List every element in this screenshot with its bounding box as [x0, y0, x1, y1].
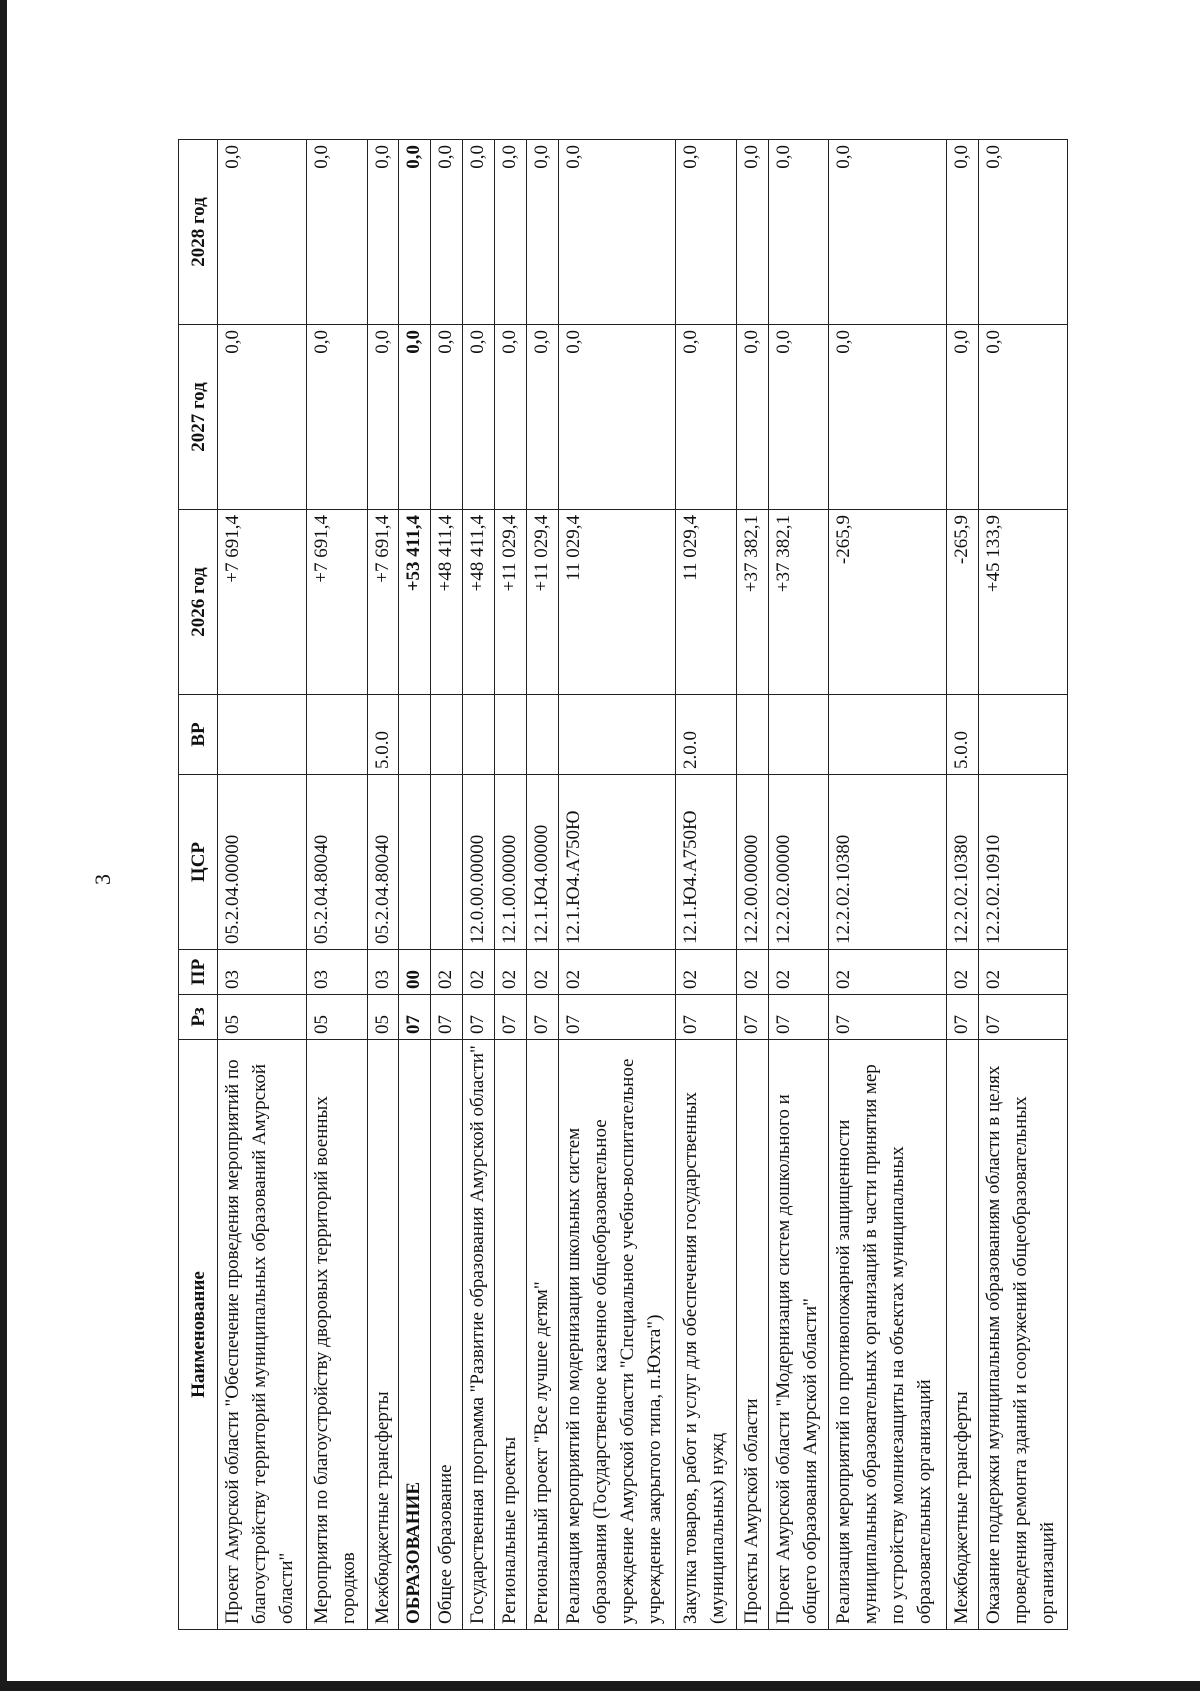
cell-name: Реализация мероприятий по противопожарной защищенности муниципальных образовательных организаций в части принятия мер по устройству молниезащиты на объектах муниципальных образовательных организаций [829, 1040, 947, 1630]
cell-csr: 12.2.02.10910 [978, 775, 1067, 950]
cell-pr: 03 [218, 950, 307, 995]
cell-csr: 12.2.02.00000 [768, 775, 828, 950]
cell-2028: 0,0 [946, 140, 978, 325]
cell-pr: 00 [399, 950, 431, 995]
cell-vr: 5.0.0 [367, 695, 399, 775]
cell-2026: -265,9 [829, 510, 947, 695]
table-row [978, 140, 1067, 1630]
cell-pr: 03 [367, 950, 399, 995]
cell-csr: 05.2.04.00000 [218, 775, 307, 950]
cell-2027: 0,0 [307, 325, 367, 510]
cell-pr: 02 [494, 950, 526, 995]
cell-pr: 02 [558, 950, 676, 995]
cell-vr [463, 695, 495, 775]
header-2026: 2026 год [179, 510, 218, 695]
cell-2028: 0,0 [978, 140, 1067, 325]
table-row [367, 140, 399, 1630]
cell-vr [768, 695, 828, 775]
cell-2028: 0,0 [526, 140, 558, 325]
cell-csr: 12.2.02.10380 [829, 775, 947, 950]
cell-name: Мероприятия по благоустройству дворовых территорий военных городков [307, 1040, 367, 1630]
cell-pr: 02 [431, 950, 463, 995]
cell-rz: 07 [676, 995, 736, 1040]
cell-2028: 0,0 [367, 140, 399, 325]
cell-2027: 0,0 [736, 325, 768, 510]
table-row [431, 140, 463, 1630]
cell-2027: 0,0 [946, 325, 978, 510]
cell-csr: 12.1.Ю4.00000 [526, 775, 558, 950]
table-header-row [179, 140, 218, 1630]
cell-rz: 07 [431, 995, 463, 1040]
cell-csr: 05.2.04.80040 [307, 775, 367, 950]
header-vr: ВР [179, 695, 218, 775]
cell-2028: 0,0 [768, 140, 828, 325]
cell-2026: 11 029,4 [558, 510, 676, 695]
table-row [399, 140, 431, 1630]
cell-vr: 5.0.0 [946, 695, 978, 775]
table-row [494, 140, 526, 1630]
cell-2027: 0,0 [218, 325, 307, 510]
cell-rz: 05 [367, 995, 399, 1040]
cell-rz: 07 [463, 995, 495, 1040]
table-row [676, 140, 736, 1630]
header-pr: ПР [179, 950, 218, 995]
table-row [946, 140, 978, 1630]
cell-csr: 12.2.02.10380 [946, 775, 978, 950]
cell-vr [558, 695, 676, 775]
cell-2026: +11 029,4 [494, 510, 526, 695]
table-row [526, 140, 558, 1630]
cell-2027: 0,0 [494, 325, 526, 510]
cell-name: Региональный проект "Все лучшее детям" [526, 1040, 558, 1630]
cell-name: Проект Амурской области "Модернизация систем дошкольного и общего образования Амурской области" [768, 1040, 828, 1630]
cell-rz: 07 [526, 995, 558, 1040]
cell-pr: 02 [676, 950, 736, 995]
cell-pr: 02 [768, 950, 828, 995]
cell-2026: +48 411,4 [463, 510, 495, 695]
cell-name: Проекты Амурской области [736, 1040, 768, 1630]
cell-2028: 0,0 [558, 140, 676, 325]
cell-name: Оказание поддержки муниципальным образованиям области в целях проведения ремонта зданий и сооружений общеобразовательных организаций [978, 1040, 1067, 1630]
cell-2026: +7 691,4 [367, 510, 399, 695]
cell-csr: 05.2.04.80040 [367, 775, 399, 950]
cell-2028: 0,0 [494, 140, 526, 325]
cell-vr [218, 695, 307, 775]
page-number: 3 [90, 874, 115, 885]
cell-name: Закупка товаров, работ и услуг для обеспечения государственных (муниципальных) нужд [676, 1040, 736, 1630]
cell-pr: 02 [978, 950, 1067, 995]
cell-2028: 0,0 [463, 140, 495, 325]
table-row [829, 140, 947, 1630]
cell-pr: 03 [307, 950, 367, 995]
cell-rz: 07 [768, 995, 828, 1040]
cell-vr [399, 695, 431, 775]
cell-2027: 0,0 [829, 325, 947, 510]
scan-edge-bottom [0, 1681, 1200, 1691]
header-2028: 2028 год [179, 140, 218, 325]
cell-pr: 02 [526, 950, 558, 995]
cell-2026: +7 691,4 [218, 510, 307, 695]
cell-vr [431, 695, 463, 775]
cell-vr [307, 695, 367, 775]
cell-csr: 12.1.Ю4.А750Ю [676, 775, 736, 950]
cell-2026: +37 382,1 [736, 510, 768, 695]
cell-vr [829, 695, 947, 775]
cell-vr [736, 695, 768, 775]
cell-csr [431, 775, 463, 950]
cell-pr: 02 [736, 950, 768, 995]
cell-rz: 07 [736, 995, 768, 1040]
cell-name: Проект Амурской области "Обеспечение проведения мероприятий по благоустройству территорий муниципальных образований Амурской области" [218, 1040, 307, 1630]
cell-rz: 07 [558, 995, 676, 1040]
cell-rz: 07 [946, 995, 978, 1040]
cell-2027: 0,0 [768, 325, 828, 510]
cell-2026: +45 133,9 [978, 510, 1067, 695]
cell-rz: 07 [399, 995, 431, 1040]
cell-2026: +11 029,4 [526, 510, 558, 695]
cell-2026: +48 411,4 [431, 510, 463, 695]
cell-2027: 0,0 [558, 325, 676, 510]
table-row [307, 140, 367, 1630]
cell-rz: 07 [829, 995, 947, 1040]
cell-rz: 07 [494, 995, 526, 1040]
cell-csr: 12.1.Ю4.А750Ю [558, 775, 676, 950]
table-row [218, 140, 307, 1630]
cell-2027: 0,0 [399, 325, 431, 510]
cell-2028: 0,0 [829, 140, 947, 325]
cell-name: Общее образование [431, 1040, 463, 1630]
cell-rz: 05 [218, 995, 307, 1040]
cell-2028: 0,0 [399, 140, 431, 325]
cell-pr: 02 [463, 950, 495, 995]
cell-name: Межбюджетные трансферты [367, 1040, 399, 1630]
cell-csr: 12.1.00.00000 [494, 775, 526, 950]
cell-2027: 0,0 [431, 325, 463, 510]
cell-pr: 02 [829, 950, 947, 995]
cell-2026: +53 411,4 [399, 510, 431, 695]
header-rz: Рз [179, 995, 218, 1040]
cell-csr: 12.2.00.00000 [736, 775, 768, 950]
cell-name: ОБРАЗОВАНИЕ [399, 1040, 431, 1630]
cell-2027: 0,0 [367, 325, 399, 510]
cell-name: Государственная программа "Развитие образования Амурской области" [463, 1040, 495, 1630]
scan-edge-left [0, 0, 7, 1691]
header-2027: 2027 год [179, 325, 218, 510]
cell-2026: -265,9 [946, 510, 978, 695]
cell-2026: +7 691,4 [307, 510, 367, 695]
cell-csr: 12.0.00.00000 [463, 775, 495, 950]
cell-vr [494, 695, 526, 775]
cell-name: Межбюджетные трансферты [946, 1040, 978, 1630]
cell-2028: 0,0 [431, 140, 463, 325]
table-row [463, 140, 495, 1630]
cell-2027: 0,0 [463, 325, 495, 510]
cell-2027: 0,0 [978, 325, 1067, 510]
budget-table [178, 139, 1068, 1630]
rotated-table-container [178, 140, 1068, 1630]
cell-rz: 05 [307, 995, 367, 1040]
cell-name: Реализация мероприятий по модернизации школьных систем образования (Государственное казенное общеобразовательное учреждение Амурской области "Специальное учебно-воспитательное учреждение закрытого типа, п.Юхта") [558, 1040, 676, 1630]
cell-vr [978, 695, 1067, 775]
cell-csr [399, 775, 431, 950]
cell-name: Региональные проекты [494, 1040, 526, 1630]
cell-2028: 0,0 [676, 140, 736, 325]
header-csr: ЦСР [179, 775, 218, 950]
cell-2026: 11 029,4 [676, 510, 736, 695]
cell-2028: 0,0 [307, 140, 367, 325]
cell-2027: 0,0 [676, 325, 736, 510]
cell-vr: 2.0.0 [676, 695, 736, 775]
table-row [558, 140, 676, 1630]
cell-rz: 07 [978, 995, 1067, 1040]
cell-pr: 02 [946, 950, 978, 995]
cell-2027: 0,0 [526, 325, 558, 510]
cell-2028: 0,0 [218, 140, 307, 325]
cell-2028: 0,0 [736, 140, 768, 325]
cell-2026: +37 382,1 [768, 510, 828, 695]
table-row [736, 140, 768, 1630]
table-row [768, 140, 828, 1630]
cell-vr [526, 695, 558, 775]
header-name: Наименование [179, 1040, 218, 1630]
